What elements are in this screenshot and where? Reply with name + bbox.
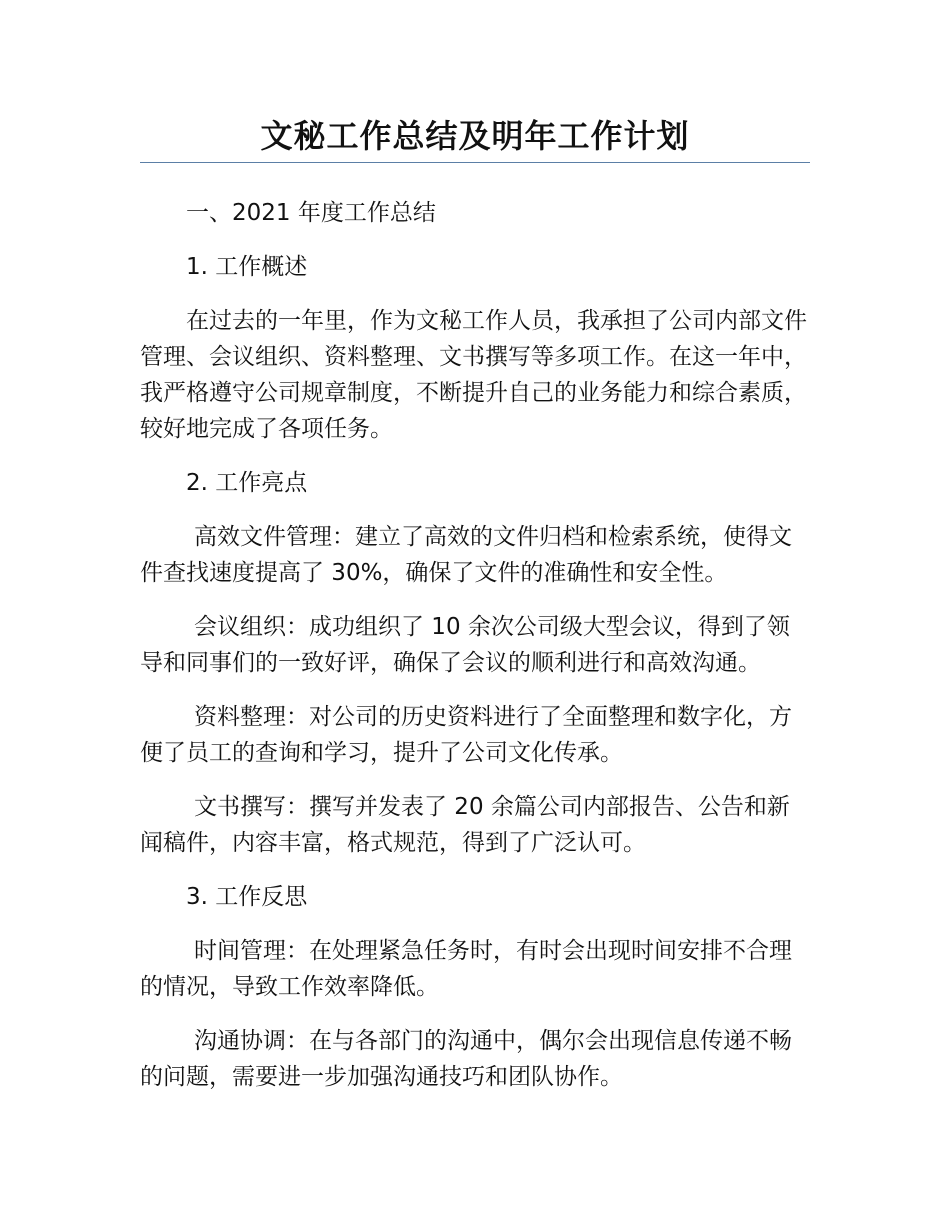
highlight-item: 会议组织：成功组织了 10 余次公司级大型会议，得到了领导和同事们的一致好评，确保了会议的顺利进行和高效沟通。 xyxy=(140,614,790,676)
subsection-heading-reflection: 3. 工作反思 xyxy=(186,884,308,910)
reflection-item: 沟通协调：在与各部门的沟通中，偶尔会出现信息传递不畅的问题，需要进一步加强沟通技巧和团队协作。 xyxy=(140,1028,792,1090)
section-heading: 一、2021 年度工作总结 xyxy=(186,200,436,226)
overview-paragraph: 在过去的一年里，作为文秘工作人员，我承担了公司内部文件管理、会议组织、资料整理、文书撰写等多项工作。在这一年中，我严格遵守公司规章制度，不断提升自己的业务能力和综合素质，较好地完成了各项任务。 xyxy=(140,308,807,442)
reflection-item: 时间管理：在处理紧急任务时，有时会出现时间安排不合理的情况，导致工作效率降低。 xyxy=(140,938,792,1000)
subsection-heading-highlights: 2. 工作亮点 xyxy=(186,470,308,496)
document-body xyxy=(140,195,810,1113)
highlight-item: 资料整理：对公司的历史资料进行了全面整理和数字化，方便了员工的查询和学习，提升了公司文化传承。 xyxy=(140,704,792,766)
highlight-item: 高效文件管理：建立了高效的文件归档和检索系统，使得文件查找速度提高了 30%，确保了文件的准确性和安全性。 xyxy=(140,524,792,586)
highlight-item: 文书撰写：撰写并发表了 20 余篇公司内部报告、公告和新闻稿件，内容丰富，格式规范，得到了广泛认可。 xyxy=(140,794,790,856)
subsection-heading-overview: 1. 工作概述 xyxy=(186,254,308,280)
document-title: 文秘工作总结及明年工作计划 xyxy=(260,117,690,155)
title-underline xyxy=(140,162,810,163)
